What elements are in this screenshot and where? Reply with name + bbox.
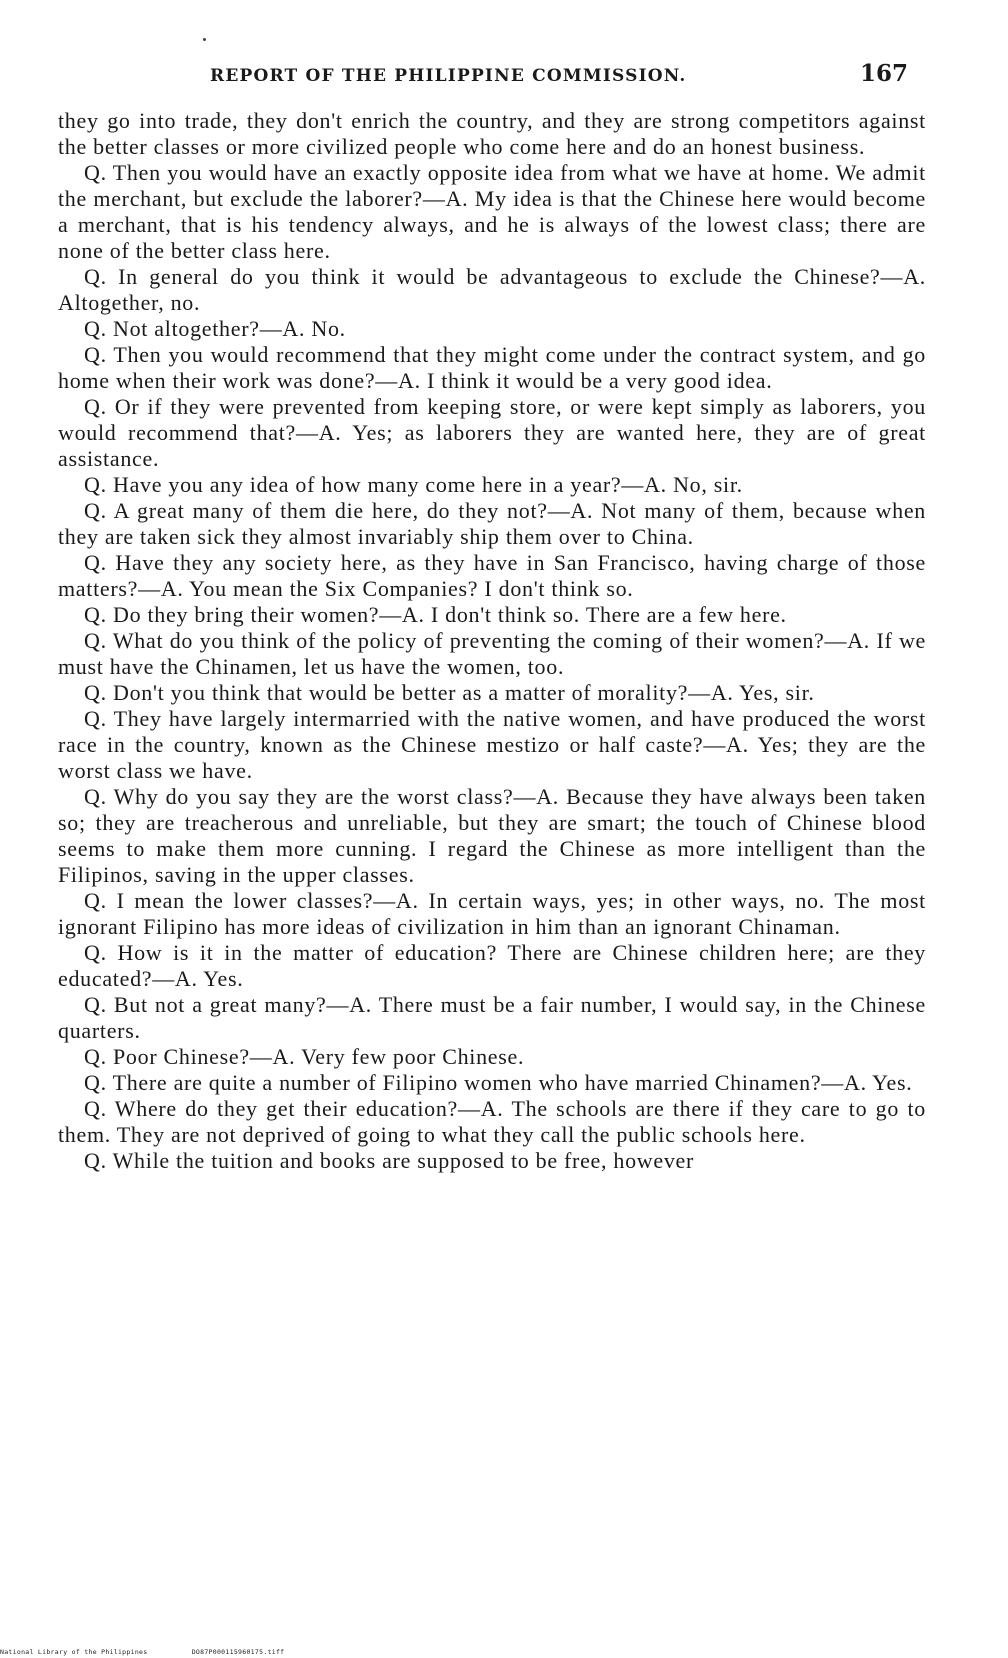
paragraph: Q. Not altogether?—A. No. (84, 316, 346, 341)
running-head: REPORT OF THE PHILIPPINE COMMISSION. (210, 66, 687, 86)
paragraph: Q. There are quite a number of Filipino women who have married Chinamen?—A. Yes. (84, 1070, 913, 1095)
paragraph: they go into trade, they don't enrich the country, and they are strong competitors against the better classes or more civilized people who come here and do an honest business. (58, 108, 926, 159)
paragraph: Q. Do they bring their women?—A. I don't think so. There are a few here. (84, 602, 787, 627)
paragraph: Q. They have largely intermarried with the native women, and have produced the worst race in the country, known as the Chinese mestizo or half caste?—A. Yes; they are the worst class we have. (58, 706, 926, 783)
page-number: 167 (859, 60, 908, 87)
paragraph: Q. Then you would recommend that they might come under the contract system, and go home when their work was done?—A. I think it would be a very good idea. (58, 342, 926, 393)
page-header (60, 60, 908, 94)
paragraph: Q. Why do you say they are the worst class?—A. Because they have always been taken so; they are treacherous and unreliable, but they are smart; the touch of Chinese blood seems to make them more cunning. I regard the Chinese as more intelligent than the Filipinos, saving in the upper classes. (58, 784, 926, 887)
paragraph: Q. How is it in the matter of education? There are Chinese children here; are they educated?—A. Yes. (58, 940, 926, 991)
paragraph: Q. I mean the lower classes?—A. In certain ways, yes; in other ways, no. The most ignorant Filipino has more ideas of civilization in him than an ignorant Chinaman. (58, 888, 926, 939)
footer-file-ref: DO87P000115960175.tiff (191, 1648, 285, 1656)
paragraph: Q. Or if they were prevented from keeping store, or were kept simply as laborers, you would recommend that?—A. Yes; as laborers they are wanted here, they are of great assistance. (58, 394, 926, 471)
scan-footer (0, 1648, 324, 1656)
paragraph: Q. Then you would have an exactly opposite idea from what we have at home. We admit the merchant, but exclude the laborer?—A. My idea is that the Chinese here would become a merchant, that is his tendency always, and he is always of the lowest class; there are none of the better class here. (58, 160, 926, 263)
paragraph: Q. Have you any idea of how many come here in a year?—A. No, sir. (84, 472, 743, 497)
paragraph: Q. A great many of them die here, do they not?—A. Not many of them, because when they are taken sick they almost invariably ship them over to China. (58, 498, 926, 549)
paragraph: Q. But not a great many?—A. There must be a fair number, I would say, in the Chinese quarters. (58, 992, 926, 1043)
footer-library: National Library of the Philippines (0, 1648, 148, 1656)
paragraph: Q. What do you think of the policy of preventing the coming of their women?—A. If we must have the Chinamen, let us have the women, too. (58, 628, 926, 679)
paragraph: Q. Where do they get their education?—A. The schools are there if they care to go to them. They are not deprived of going to what they call the public schools here. (58, 1096, 926, 1147)
scan-speck (203, 38, 206, 41)
paragraph: Q. Don't you think that would be better as a matter of morality?—A. Yes, sir. (84, 680, 815, 705)
paragraph: Q. While the tuition and books are supposed to be free, however (84, 1148, 695, 1173)
paragraph: Q. In general do you think it would be advantageous to exclude the Chinese?—A. Altogether, no. (58, 264, 926, 315)
body-text (58, 108, 926, 1174)
paragraph: Q. Poor Chinese?—A. Very few poor Chinese. (84, 1044, 525, 1069)
paragraph: Q. Have they any society here, as they have in San Francisco, having charge of those matters?—A. You mean the Six Companies? I don't think so. (58, 550, 926, 601)
